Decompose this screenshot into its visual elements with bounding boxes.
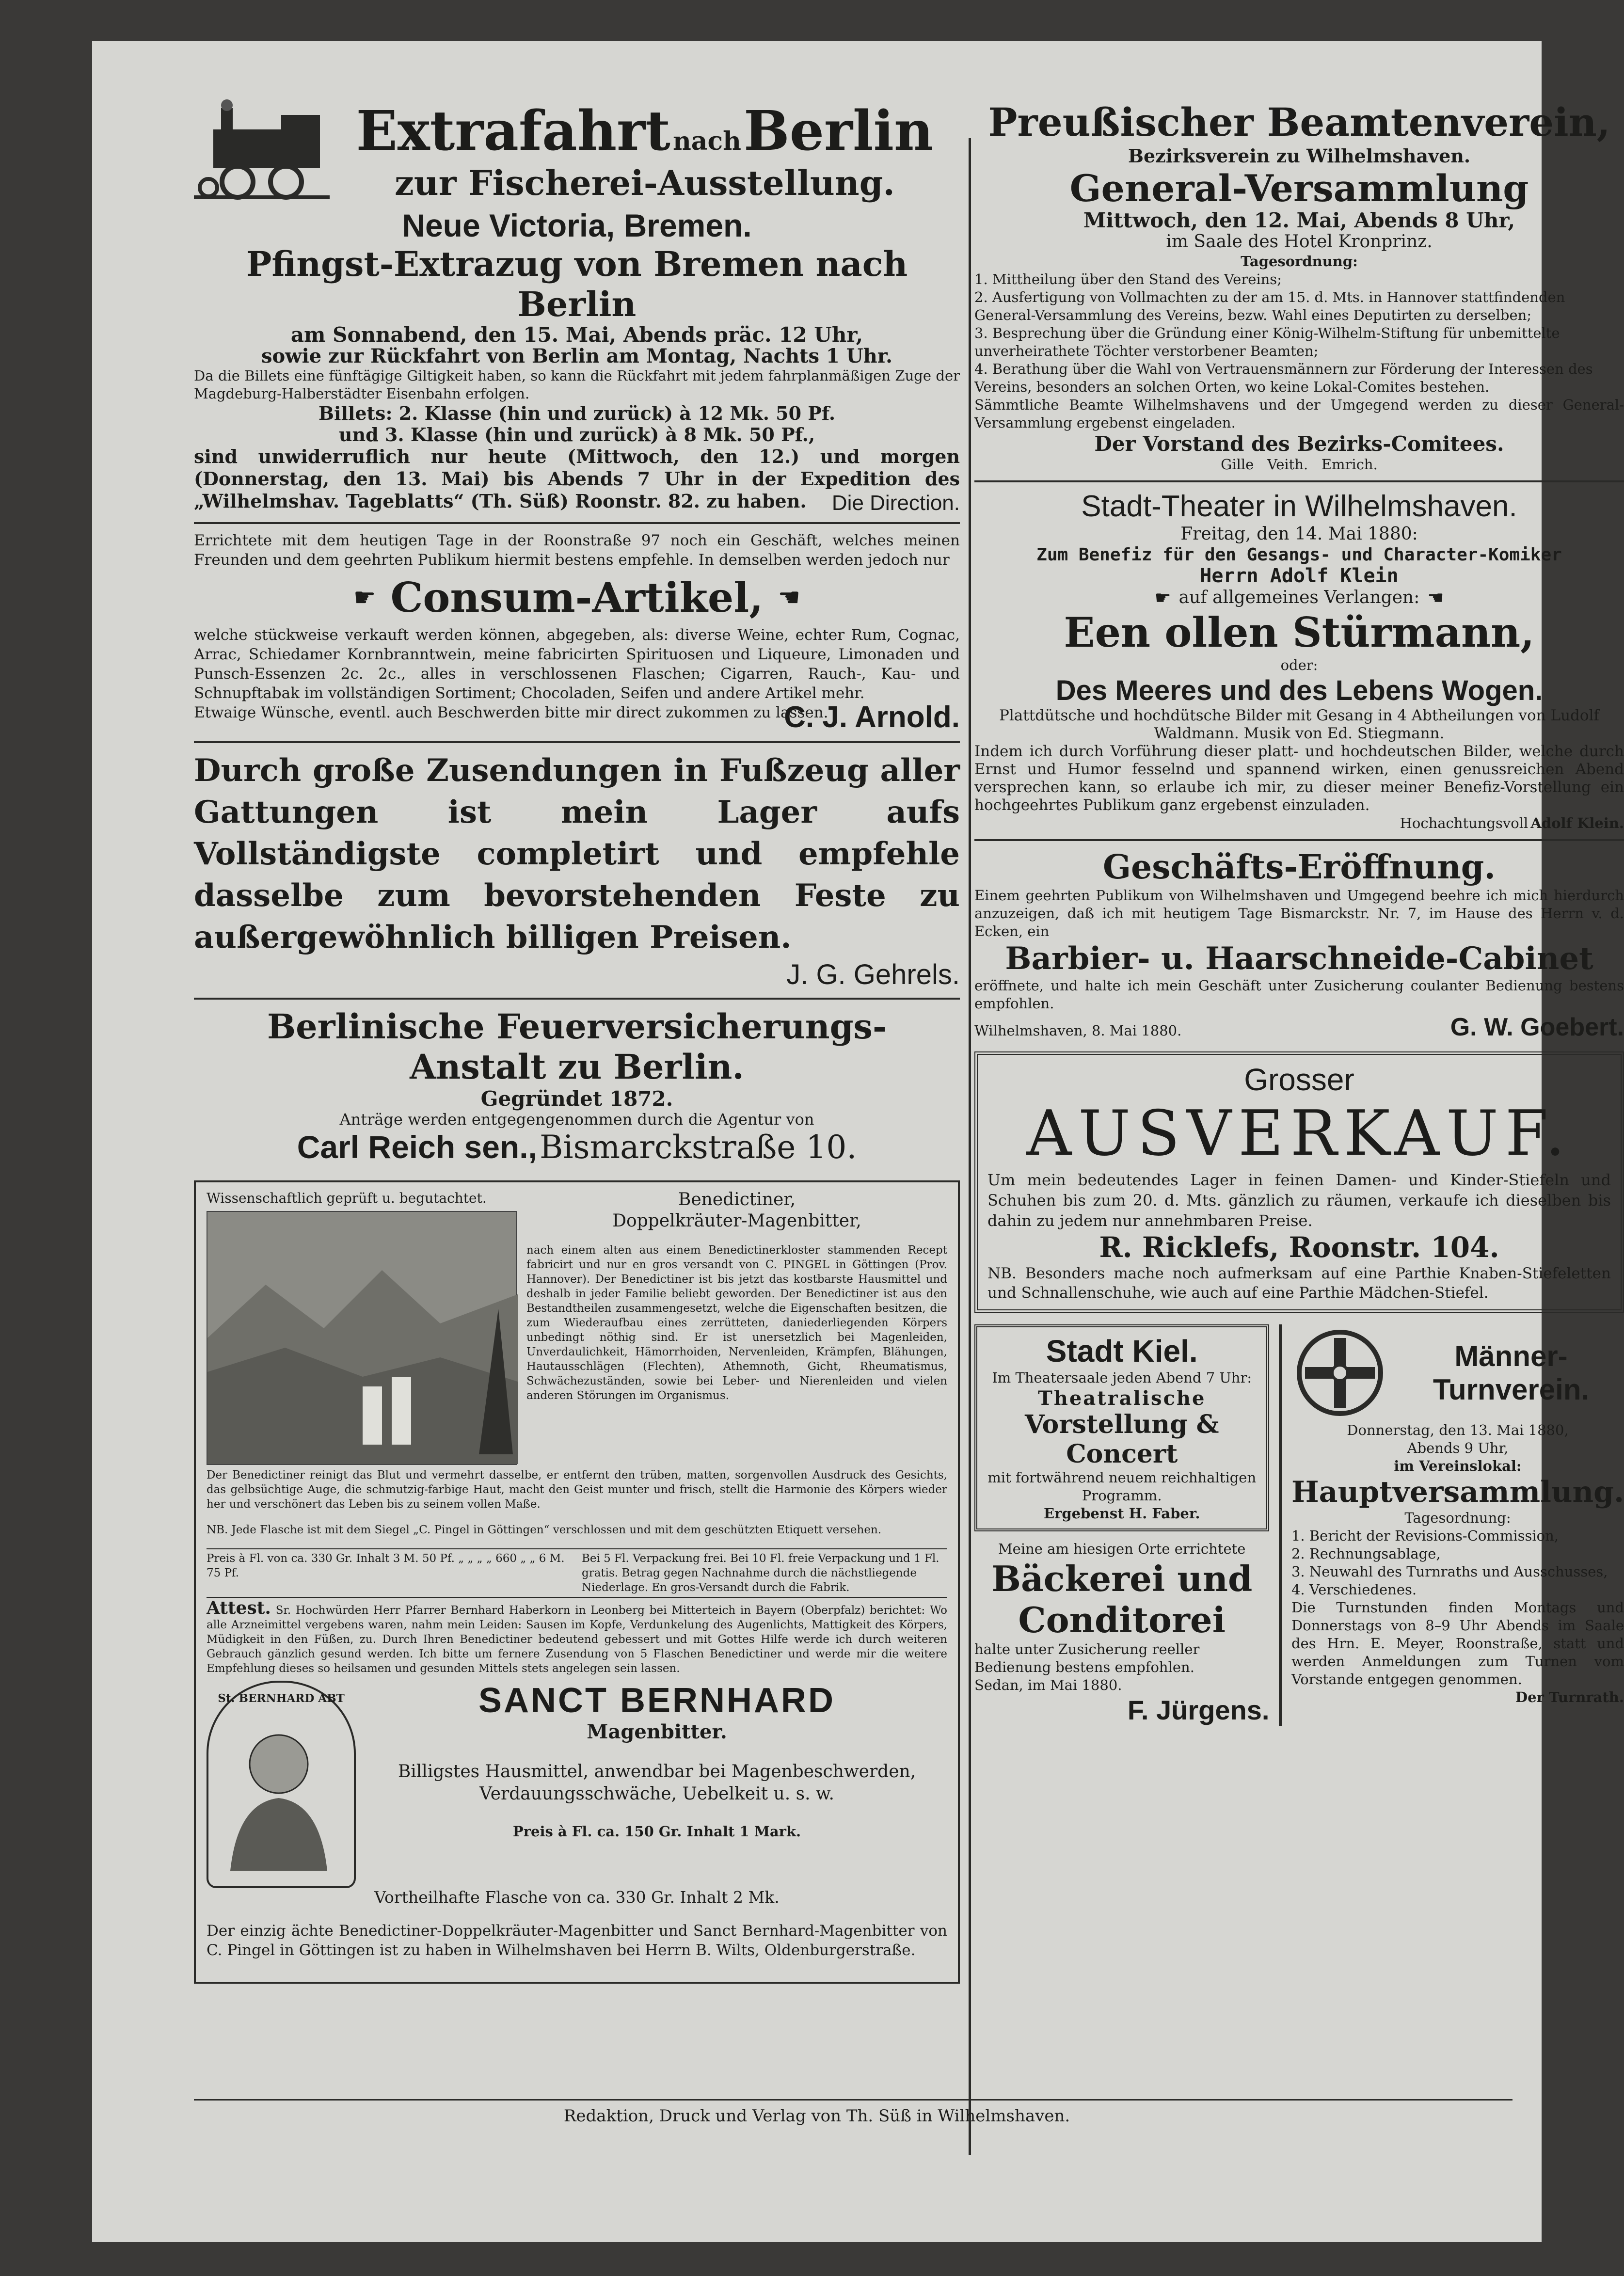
extrafahrt-company: Neue Victoria, Bremen. — [402, 207, 752, 243]
right-column — [974, 99, 1624, 1726]
kiel-theatr: Theatralische — [1037, 1387, 1206, 1410]
agenda-item: 2. Rechnungsablage, — [1291, 1545, 1441, 1562]
column-divider — [969, 138, 971, 2155]
agenda-item: 1. Bericht der Revisions-Commission, — [1291, 1528, 1559, 1544]
ausverkauf-sign: R. Ricklefs, Roonstr. 104. — [1099, 1231, 1499, 1264]
geschaeftseroeffnung-ad — [974, 848, 1624, 1042]
theater-subtitle: Des Meeres und des Lebens Wogen. — [1055, 675, 1543, 706]
theater-desc: Plattdütsche und hochdütsche Bilder mit Gesang in 4 Abtheilungen von Ludolf Waldmann. Musik von Ed. Stiegmann. — [999, 707, 1599, 742]
turn-title1: Männer- — [1454, 1340, 1568, 1372]
extrafahrt-price1: Billets: 2. Klasse (hin und zurück) à 12 Mk. 50 Pf. — [318, 402, 836, 424]
turn-headline: Hauptversammlung. — [1291, 1475, 1624, 1509]
agenda-item: 4. Verschiedenes. — [1291, 1581, 1417, 1598]
rule — [194, 522, 960, 524]
consum-signature: C. J. Arnold. — [784, 700, 960, 734]
beamten-sub: Bezirksverein zu Wilhelmshaven. — [1128, 145, 1471, 167]
turn-sign: Der Turnrath. — [1515, 1689, 1624, 1705]
extrafahrt-signature: Die Direction. — [831, 491, 960, 515]
extrafahrt-price2: und 3. Klasse (hin und zurück) à 8 Mk. 50 Pf., — [338, 424, 815, 446]
left-column — [194, 99, 960, 1984]
bitter-title1: Benedictiner, — [678, 1190, 796, 1210]
stadt-theater-ad — [974, 489, 1624, 832]
newspaper-page — [92, 41, 1624, 2242]
bitter-prices: Preis à Fl. von ca. 330 Gr. Inhalt 3 M. 50 Pf. „ „ „ „ 660 „ „ 6 M. 75 Pf. — [207, 1552, 565, 1579]
goebert-sign: G. W. Goebert. — [1450, 1013, 1624, 1041]
beamten-title: Preußischer Beamtenverein, — [988, 99, 1610, 145]
box-divider — [1279, 1324, 1282, 1726]
maenner-turnverein-ad — [1291, 1324, 1624, 1726]
feuer-agent: Carl Reich sen., — [297, 1129, 537, 1165]
bitter-tested: Wissenschaftlich geprüft u. begutachtet. — [207, 1190, 487, 1206]
feuer-headline1: Berlinische Feuerversicherungs- — [267, 1006, 887, 1047]
goebert-shop: Barbier- u. Haarschneide-Cabinet — [1005, 940, 1593, 977]
bitter-purify: Der Benedictiner reinigt das Blut und vermehrt dasselbe, er entfernt den trüben, matten, sorgenvollen Ausdruck des Gesichts, das gelbsüchtige Auge, die schmutzig-farbige Haut, macht den Geist munter und frisch, stellt die Harmonie des Körpers wieder her und verschönert das Leben bis zu seinem vollen Maße. — [207, 1469, 947, 1511]
extrafahrt-departure: am Sonnabend, den 15. Mai, Abends präc. 12 Uhr, — [290, 323, 863, 347]
extrafahrt-nach: nach — [672, 127, 741, 156]
bitter-title2: Doppelkräuter-Magenbitter, — [612, 1211, 861, 1231]
bitter-badge: St. BERNHARD ABT — [218, 1692, 345, 1705]
gehrels-ad — [194, 750, 960, 991]
theater-request: auf allgemeines Verlangen: — [1178, 588, 1420, 607]
kiel-vorst: Vorstellung & Concert — [1024, 1410, 1219, 1469]
bitter-attest-label: Attest. — [207, 1598, 271, 1618]
benedictiner-ad — [194, 1180, 960, 1984]
beamten-place: im Saale des Hotel Kronprinz. — [1166, 232, 1433, 252]
extrafahrt-body: Da die Billets eine fünftägige Giltigkeit haben, so kann die Rückfahrt mit jedem fahrplanmäßigen Zuge der Magdeburg-Halberstädter Eisenbahn erfolgen. — [194, 367, 960, 402]
turn-text: Die Turnstunden finden Montags und Donnerstags von 8–9 Uhr Abends im Saale des Hrn. E. Meyer, Roonstraße, statt und werden Anmeldungen zum Turnen vom Vorstande entgegen genommen. — [1291, 1599, 1624, 1687]
rule — [194, 741, 960, 743]
consum-intro: Errichtete mit dem heutigen Tage in der Roonstraße 97 noch ein Geschäft, welches meinen Freunden und dem geehrten Publikum hiermit bestens empfehle. In demselben werden jedoch nur — [194, 532, 960, 569]
feuerversicherung-ad — [194, 1006, 960, 1166]
ausverkauf-nb: NB. Besonders mache noch aufmerksam auf eine Parthie Knaben-Stiefeletten und Schnallenschuhe, wie auch auf eine Parthie Mädchen-Stiefel. — [987, 1265, 1611, 1302]
extrafahrt-ad — [194, 99, 960, 515]
beamten-invite: Sämmtliche Beamte Wilhelmshavens und der Umgegend werden zu dieser General-Versammlung ergebenst eingeladen. — [974, 397, 1624, 431]
theater-benefiz: Zum Benefiz für den Gesangs- und Character-Komiker — [1036, 545, 1562, 565]
kiel-prog: mit fortwährend neuem reichhaltigen Programm. — [987, 1469, 1257, 1504]
goebert-date: Wilhelmshaven, 8. Mai 1880. — [974, 1022, 1182, 1039]
theater-text: Indem ich durch Vorführung dieser platt- und hochdeutschen Bilder, welche durch Ernst und Humor fesselnd und spannend wirken, einen genussreichen Abend versprechen kann, so erlaube ich mir, zu dieser meiner Benefiz-Vorstellung ein hochgeehrtes Publikum ganz ergebenst einzuladen. — [974, 743, 1624, 814]
bitter-sanct: SANCT BERNHARD — [478, 1681, 835, 1720]
turner-cross-icon — [1291, 1324, 1388, 1421]
saint-bernhard-medallion — [207, 1681, 356, 1888]
ausverkauf-ad — [974, 1051, 1624, 1313]
gehrels-signature: J. G. Gehrels. — [786, 959, 960, 990]
rule — [974, 839, 1624, 841]
extrafahrt-train: Pfingst-Extrazug von Bremen nach Berlin — [246, 244, 908, 324]
bitter-nb: NB. Jede Flasche ist mit dem Siegel „C. Pingel in Göttingen“ verschlossen und mit dem geschützten Etiquett versehen. — [207, 1524, 882, 1536]
bitter-shipping: Bei 5 Fl. Verpackung frei. Bei 10 Fl. freie Verpackung und 1 Fl. gratis. Betrag gegen Nachnahme durch die nächstliegende Niederlage. En gros-Versandt durch die Fabrik. — [582, 1552, 939, 1594]
bitter-side: nach einem alten aus einem Benedictinerkloster stammenden Recept fabricirt und nur en gros versandt von C. PINGEL in Göttingen (Prov. Hannover). Der Benedictiner ist bis jetzt das kostbarste Hausmittel und deshalb in jeder Familie beliebt geworden. Der Benedictiner ist aus den Bestandtheilen zusammengesetzt, welche die Eigenschaften besitzen, die zum Wiederaufbau eines zerrütteten, daniederliegenden Körpers unbedingt nöthig sind. Er ist unersetzlich bei Magenleiden, Unverdaulichkeit, Hämorrhoiden, Nervenleiden, Krämpfen, Blähungen, Hautausschlägen (Flechten), Athemnoth, Gicht, Rheumatismus, Schwächezuständen, sowie bei Leber- und Nierenleiden und vielen anderen Störungen im Organismus. — [526, 1244, 947, 1402]
feuer-text: Anträge werden entgegengenommen durch die Agentur von — [339, 1110, 814, 1129]
kiel-title: Stadt Kiel. — [1046, 1334, 1198, 1369]
pointing-hand-right-icon: ☛ — [1154, 587, 1171, 608]
ausverkauf-grosser: Grosser — [1244, 1062, 1354, 1097]
bitter-cheap: Billigstes Hausmittel, anwendbar bei Magenbeschwerden, Verdauungsschwäche, Uebelkeit u. s. w. — [398, 1762, 916, 1804]
extrafahrt-berlin: Berlin — [744, 99, 934, 163]
turn-agenda — [1291, 1527, 1624, 1599]
juergens-text: Meine am hiesigen Orte errichtete — [998, 1541, 1246, 1557]
footer-imprint: Redaktion, Druck und Verlag von Th. Süß in Wilhelmshaven. — [563, 2106, 1070, 2126]
beamten-agenda-title: Tagesordnung: — [1241, 253, 1358, 270]
ausverkauf-text: Um mein bedeutendes Lager in feinen Damen- und Kinder-Stiefeln und Schuhen bis zum 20. d. Mts. gänzlich zu räumen, verkaufe ich dieselben bis dahin zu jedem nur annehmbaren Preise. — [987, 1171, 1611, 1230]
rule — [974, 480, 1624, 482]
kiel-text: Im Theatersaale jeden Abend 7 Uhr: — [992, 1369, 1252, 1386]
theater-sign: Adolf Klein. — [1530, 815, 1624, 831]
agenda-item: 3. Neuwahl des Turnraths und Ausschusses, — [1291, 1563, 1608, 1580]
goebert-text2: eröffnete, und halte ich mein Geschäft unter Zusicherung coulanter Bedienung bestens empfohlen. — [974, 977, 1624, 1012]
beamten-names: Gille Veith. Emrich. — [1221, 456, 1378, 473]
juergens-headline1: Bäckerei und — [991, 1558, 1253, 1599]
goebert-headline: Geschäfts-Eröffnung. — [1102, 848, 1496, 887]
theater-herr: Herrn Adolf Klein — [1200, 565, 1399, 587]
agenda-item: 2. Ausfertigung von Vollmachten zu der am 15. d. Mts. in Hannover stattfindenden General-Versammlung des Vereins, bezw. Wahl eines Deputirten zu derselben; — [974, 289, 1565, 323]
beamten-agenda — [974, 271, 1624, 396]
footer-rule — [194, 2099, 1513, 2101]
rule — [194, 998, 960, 1000]
turn-agenda-title: Tagesordnung: — [1404, 1510, 1511, 1526]
bitter-bottle: Vortheilhafte Flasche von ca. 330 Gr. Inhalt 2 Mk. — [374, 1888, 780, 1907]
bitter-pricemark: Preis à Fl. ca. 150 Gr. Inhalt 1 Mark. — [512, 1823, 801, 1840]
pointing-hand-left-icon: ☚ — [1427, 587, 1444, 608]
consum-headline: Consum-Artikel, — [390, 573, 764, 621]
theater-regards: Hochachtungsvoll — [1400, 815, 1528, 831]
extrafahrt-sale: sind unwiderruflich nur heute (Mittwoch, den 12.) und morgen (Donnerstag, den 13. Mai) bis Abends 7 Uhr in der Expedition des „Wilhelmshav. Tageblatts“ (Th. Süß) Roonstr. 82. zu haben. — [194, 446, 960, 512]
extrafahrt-subtitle: zur Fischerei-Ausstellung. — [395, 163, 895, 203]
pointing-hand-right-icon: ☛ — [353, 583, 376, 612]
turn-time: Abends 9 Uhr, — [1407, 1440, 1509, 1456]
beamten-date: Mittwoch, den 12. Mai, Abends 8 Uhr, — [1083, 208, 1515, 232]
goebert-text: Einem geehrten Publikum von Wilhelmshaven und Umgegend beehre ich mich hierdurch anzuzeigen, daß ich mit heutigem Tage Bismarckstr. Nr. 7, im Hause des Herrn v. d. Ecken, ein — [974, 887, 1624, 939]
baeckerei-ad — [974, 1540, 1269, 1726]
ausverkauf-headline: AUSVERKAUF. — [1026, 1098, 1572, 1170]
bitter-magenbitter: Magenbitter. — [587, 1720, 727, 1743]
agenda-item: 3. Besprechung über die Gründung einer König-Wilhelm-Stiftung für unbemittelte unverheirathete Töchter verstorbener Beamten; — [974, 325, 1560, 359]
gehrels-body: Durch große Zusendungen in Fußzeug aller Gattungen ist mein Lager aufs Vollständigste completirt und empfehle dasselbe zum bevorstehenden Feste zu außergewöhnlich billigen Preisen. — [194, 752, 960, 955]
theater-title: Stadt-Theater in Wilhelmshaven. — [1081, 490, 1517, 523]
kiel-sign: Ergebenst H. Faber. — [1043, 1505, 1200, 1522]
extrafahrt-return: sowie zur Rückfahrt von Berlin am Montag, Nachts 1 Uhr. — [261, 345, 893, 367]
theater-oder: oder: — [1280, 657, 1318, 673]
stadt-kiel-ad — [974, 1324, 1269, 1531]
locomotive-icon — [194, 100, 330, 202]
bitter-attest: Sr. Hochwürden Herr Pfarrer Bernhard Haberkorn in Leonberg bei Mitterteich in Bayern (Oberpfalz) berichtet: Wo alle Arzneimittel vergebens waren, nahm mein Leiden: Sausen im Kopfe, Verdunkelung des Augenlichts, Mattigkeit des Körpers, Müdigkeit in den Füßen, zu. Durch Ihren Benedictiner bedeutend gebessert und mit Gottes Hilfe werde ich durch weiteren Gebrauch gänzlich gesund werden. Ich bitte um fernere Zusendung von 5 Flaschen Benedictiner und werde mir die weitere Empfehlung dieses so heilsamen und gesunden Mittels stets angelegen sein lassen. — [207, 1604, 947, 1675]
turn-place: im Vereinslokal: — [1394, 1458, 1522, 1474]
feuer-founded: Gegründet 1872. — [480, 1087, 673, 1111]
bitter-only: Der einzig ächte Benedictiner-Doppelkräuter-Magenbitter und Sanct Bernhard-Magenbitter von C. Pingel in Göttingen ist zu haben in Wilhelmshaven bei Herrn B. Wilts, Oldenburgerstraße. — [207, 1922, 947, 1959]
theater-play: Een ollen Stürmann, — [1064, 608, 1535, 656]
beamten-board: Der Vorstand des Bezirks-Comitees. — [1094, 432, 1504, 456]
consum-body: welche stückweise verkauft werden können, abgegeben, als: diverse Weine, echter Rum, Cognac, Arrac, Schiedamer Kornbranntwein, meine fabricirten Spirituosen und Liqueure, Limonaden und Punsch-Essenzen 2c. 2c., alles in verschlossenen Flaschen; Cigarren, Rauch-, Kau- und Schnupftabak im vollständigen Sortiment; Chocoladen, Seifen und andere Artikel mehr. — [194, 626, 960, 702]
turn-title2: Turnverein. — [1433, 1373, 1590, 1406]
juergens-headline2: Conditorei — [1018, 1599, 1226, 1640]
turn-date: Donnerstag, den 13. Mai 1880, — [1347, 1422, 1569, 1438]
extrafahrt-headline: Extrafahrt — [356, 99, 670, 163]
juergens-text2: halte unter Zusicherung reeller Bedienung bestens empfohlen. — [974, 1641, 1200, 1675]
theater-date: Freitag, den 14. Mai 1880: — [1180, 524, 1418, 544]
beamtenverein-ad — [974, 99, 1624, 474]
pointing-hand-left-icon: ☚ — [778, 583, 801, 612]
agenda-item: 1. Mittheilung über den Stand des Vereins; — [974, 271, 1282, 287]
monastery-engraving-image — [207, 1211, 517, 1465]
feuer-headline2: Anstalt zu Berlin. — [410, 1047, 744, 1087]
consum-note: Etwaige Wünsche, eventl. auch Beschwerden bitte mir direct zukommen zu lassen. — [194, 704, 828, 721]
beamten-headline: General-Versammlung — [1069, 167, 1529, 210]
feuer-address: Bismarckstraße 10. — [540, 1129, 857, 1166]
agenda-item: 4. Berathung über die Wahl von Vertrauensmännern zur Förderung der Interessen des Vereins, besonders an solchen Orten, wo keine Lokal-Comites bestehen. — [974, 361, 1593, 395]
consum-ad — [194, 531, 960, 734]
juergens-sign: F. Jürgens. — [1127, 1695, 1270, 1725]
juergens-date: Sedan, im Mai 1880. — [974, 1677, 1122, 1693]
